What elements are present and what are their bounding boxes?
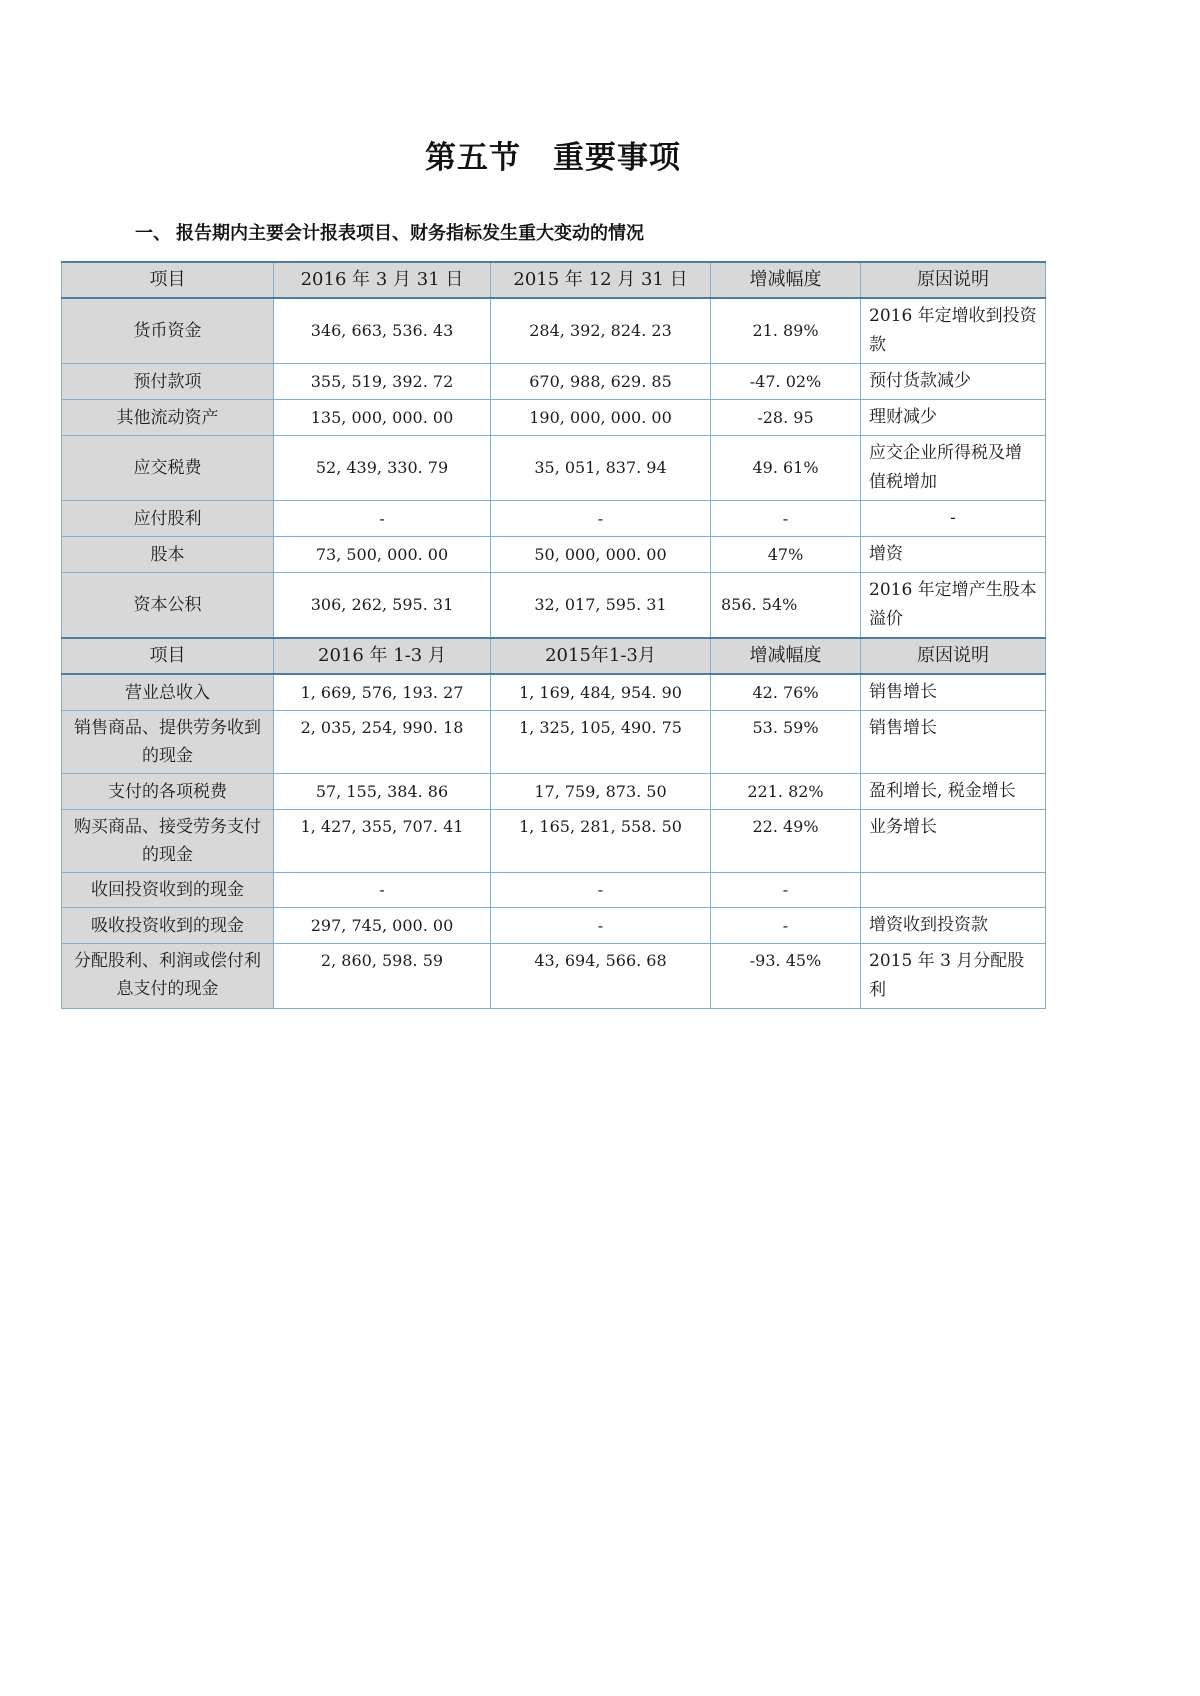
value-prior: - (491, 873, 711, 908)
table-row (62, 873, 1046, 908)
row-label: 销售商品、提供劳务收到的现金 (62, 711, 274, 774)
reason-text: 盈利增长, 税金增长 (861, 774, 1046, 810)
row-label: 吸收投资收到的现金 (62, 908, 274, 944)
value-current: 297, 745, 000. 00 (274, 908, 491, 944)
value-prior: 1, 169, 484, 954. 90 (491, 674, 711, 711)
reason-text: 2016 年定增产生股本溢价 (861, 573, 1046, 639)
change-value: 221. 82% (711, 774, 861, 810)
table-row (62, 774, 1046, 810)
row-label: 其他流动资产 (62, 400, 274, 436)
financial-table (61, 261, 1046, 1009)
value-prior: 50, 000, 000. 00 (491, 537, 711, 573)
table-row (62, 908, 1046, 944)
table-row (62, 810, 1046, 873)
column-header: 原因说明 (861, 262, 1046, 298)
value-current: 57, 155, 384. 86 (274, 774, 491, 810)
reason-text: 2015 年 3 月分配股利 (861, 944, 1046, 1009)
column-header: 增减幅度 (711, 262, 861, 298)
column-header: 2015 年 12 月 31 日 (491, 262, 711, 298)
value-current: 73, 500, 000. 00 (274, 537, 491, 573)
row-label: 资本公积 (62, 573, 274, 639)
table-header-row (62, 262, 1046, 298)
reason-text: 增资收到投资款 (861, 908, 1046, 944)
column-header: 项目 (62, 262, 274, 298)
row-label: 应交税费 (62, 436, 274, 501)
table-row (62, 501, 1046, 537)
row-label: 支付的各项税费 (62, 774, 274, 810)
change-value: - (711, 908, 861, 944)
table-row (62, 573, 1046, 639)
value-current: 346, 663, 536. 43 (274, 298, 491, 364)
value-prior: 35, 051, 837. 94 (491, 436, 711, 501)
change-value: 42. 76% (711, 674, 861, 711)
table-header-row (62, 638, 1046, 674)
reason-text: 2016 年定增收到投资款 (861, 298, 1046, 364)
reason-text: 业务增长 (861, 810, 1046, 873)
value-current: 306, 262, 595. 31 (274, 573, 491, 639)
change-value: - (711, 501, 861, 537)
table-row (62, 674, 1046, 711)
change-value: -93. 45% (711, 944, 861, 1009)
reason-text: 理财减少 (861, 400, 1046, 436)
row-label: 购买商品、接受劳务支付的现金 (62, 810, 274, 873)
change-value: 53. 59% (711, 711, 861, 774)
value-prior: - (491, 908, 711, 944)
value-prior: 17, 759, 873. 50 (491, 774, 711, 810)
column-header: 2016 年 3 月 31 日 (274, 262, 491, 298)
table-row (62, 944, 1046, 1009)
page-title: 第五节 重要事项 (425, 140, 681, 175)
change-value: - (711, 873, 861, 908)
value-prior: 190, 000, 000. 00 (491, 400, 711, 436)
row-label: 货币资金 (62, 298, 274, 364)
section-heading: 一、 报告期内主要会计报表项目、财务指标发生重大变动的情况 (135, 223, 644, 243)
value-prior: 43, 694, 566. 68 (491, 944, 711, 1009)
row-label: 收回投资收到的现金 (62, 873, 274, 908)
value-current: 1, 427, 355, 707. 41 (274, 810, 491, 873)
row-label: 分配股利、利润或偿付利息支付的现金 (62, 944, 274, 1009)
table-row (62, 537, 1046, 573)
value-current: 355, 519, 392. 72 (274, 364, 491, 400)
table-row (62, 436, 1046, 501)
value-prior: 670, 988, 629. 85 (491, 364, 711, 400)
value-prior: 1, 165, 281, 558. 50 (491, 810, 711, 873)
table-row (62, 711, 1046, 774)
change-value: -47. 02% (711, 364, 861, 400)
table-row (62, 298, 1046, 364)
value-current: - (274, 873, 491, 908)
value-current: 52, 439, 330. 79 (274, 436, 491, 501)
value-current: 2, 035, 254, 990. 18 (274, 711, 491, 774)
value-prior: - (491, 501, 711, 537)
value-prior: 284, 392, 824. 23 (491, 298, 711, 364)
change-value: 22. 49% (711, 810, 861, 873)
row-label: 营业总收入 (62, 674, 274, 711)
change-value: 49. 61% (711, 436, 861, 501)
value-current: 135, 000, 000. 00 (274, 400, 491, 436)
change-value: 47% (711, 537, 861, 573)
change-value: 856. 54% (711, 573, 861, 639)
value-current: 1, 669, 576, 193. 27 (274, 674, 491, 711)
row-label: 股本 (62, 537, 274, 573)
reason-text: 销售增长 (861, 711, 1046, 774)
change-value: -28. 95 (711, 400, 861, 436)
table-row (62, 400, 1046, 436)
value-current: 2, 860, 598. 59 (274, 944, 491, 1009)
table-row (62, 364, 1046, 400)
reason-text: 增资 (861, 537, 1046, 573)
value-current: - (274, 501, 491, 537)
column-header: 增减幅度 (711, 638, 861, 674)
reason-text: 预付货款减少 (861, 364, 1046, 400)
column-header: 2015年1-3月 (491, 638, 711, 674)
column-header: 2016 年 1-3 月 (274, 638, 491, 674)
reason-text (861, 873, 1046, 908)
row-label: 应付股利 (62, 501, 274, 537)
reason-text: 销售增长 (861, 674, 1046, 711)
reason-text: - (861, 501, 1046, 537)
value-prior: 32, 017, 595. 31 (491, 573, 711, 639)
row-label: 预付款项 (62, 364, 274, 400)
financial-table-body (62, 262, 1046, 1009)
column-header: 原因说明 (861, 638, 1046, 674)
value-prior: 1, 325, 105, 490. 75 (491, 711, 711, 774)
reason-text: 应交企业所得税及增值税增加 (861, 436, 1046, 501)
column-header: 项目 (62, 638, 274, 674)
change-value: 21. 89% (711, 298, 861, 364)
